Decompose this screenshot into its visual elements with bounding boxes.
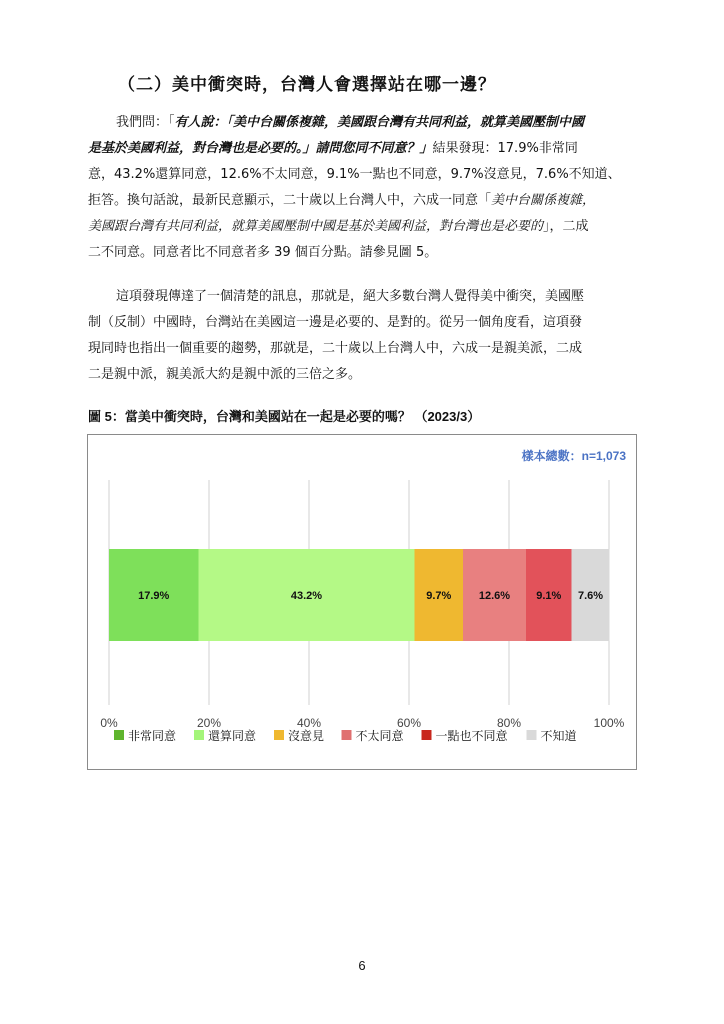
data-label: 17.9% [138,590,170,602]
page-number: 6 [358,958,366,973]
paragraph-line: 現同時也指出一個重要的趨勢，那就是，二十歲以上台灣人中，六成一是親美派，二成 [88,341,583,356]
text-run: 拒答。換句話說，最新民意顯示，二十歲以上台灣人中，六成一同意「 [88,193,492,208]
chart-frame [87,434,637,770]
stacked-bar-chart [88,435,636,769]
paragraph-line [88,110,640,136]
paragraph-line: 二是親中派，親美派大約是親中派的三倍之多。 [88,367,362,382]
text-run: 」，二成 [543,219,589,234]
paragraph-survey-result [88,110,640,266]
paragraph-line [88,214,640,240]
data-label: 12.6% [478,590,511,602]
text-run: 結果發現：17.9%非常同 [432,141,578,156]
text-run: 是基於美國利益，對台灣也是必要的。」請問您同不同意？」 [88,141,433,156]
text-run: 我們問：「 [116,115,175,130]
paragraph-interpretation [88,284,640,388]
data-label: 9.7% [426,590,452,602]
text-run: 美中台關係複雜， [491,193,596,208]
legend-label: 一點也不同意 [435,729,508,743]
paragraph-line [88,188,640,214]
legend-swatch [274,730,284,740]
x-tick-label: 20% [196,716,222,730]
paragraph-line [88,240,640,266]
legend-label: 不知道 [540,729,577,743]
x-tick-label: 60% [396,716,422,730]
legend-swatch [527,730,537,740]
data-label: 43.2% [290,590,323,602]
text-run: 二不同意。同意者比不同意者多 39 個百分點。請參見圖 5。 [88,245,438,260]
paragraph-line [88,162,640,188]
x-tick-label: 80% [496,716,522,730]
legend-label: 還算同意 [208,729,257,743]
x-tick-label: 40% [296,716,322,730]
paragraph-line: 這項發現傳達了一個清楚的訊息，那就是，絕大多數台灣人覺得美中衝突，美國壓 [116,289,585,304]
legend-label: 不太同意 [355,729,404,743]
legend-label: 沒意見 [288,729,325,743]
text-run: 美國跟台灣有共同利益，就算美國壓制中國是基於美國利益，對台灣也是必要的 [88,219,544,234]
section-heading: （二）美中衝突時，台灣人會選擇站在哪一邊？ [118,75,496,95]
legend-swatch [114,730,124,740]
figure-caption: 圖 5：當美中衝突時，台灣和美國站在一起是必要的嗎？ （2023/3） [88,409,481,424]
legend-label: 非常同意 [128,729,177,743]
data-label: 7.6% [577,590,604,602]
legend-swatch [342,730,352,740]
text-run: 有人說：「美中台關係複雜，美國跟台灣有共同利益，就算美國壓制中國 [174,115,585,130]
text-run: 意，43.2%還算同意，12.6%不太同意，9.1%一點也不同意，9.7%沒意見，7.6%不知道、 [88,167,621,182]
x-tick-label: 0% [100,716,118,730]
data-label: 9.1% [536,590,562,602]
legend-swatch [194,730,204,740]
paragraph-line: 制（反制）中國時，台灣站在美國這一邊是必要的、是對的。從另一個角度看，這項發 [88,315,583,330]
legend-swatch [422,730,432,740]
paragraph-line [88,136,640,162]
x-tick-label: 100% [593,716,625,730]
sample-size-note: 樣本總數：n=1,073 [521,449,626,463]
